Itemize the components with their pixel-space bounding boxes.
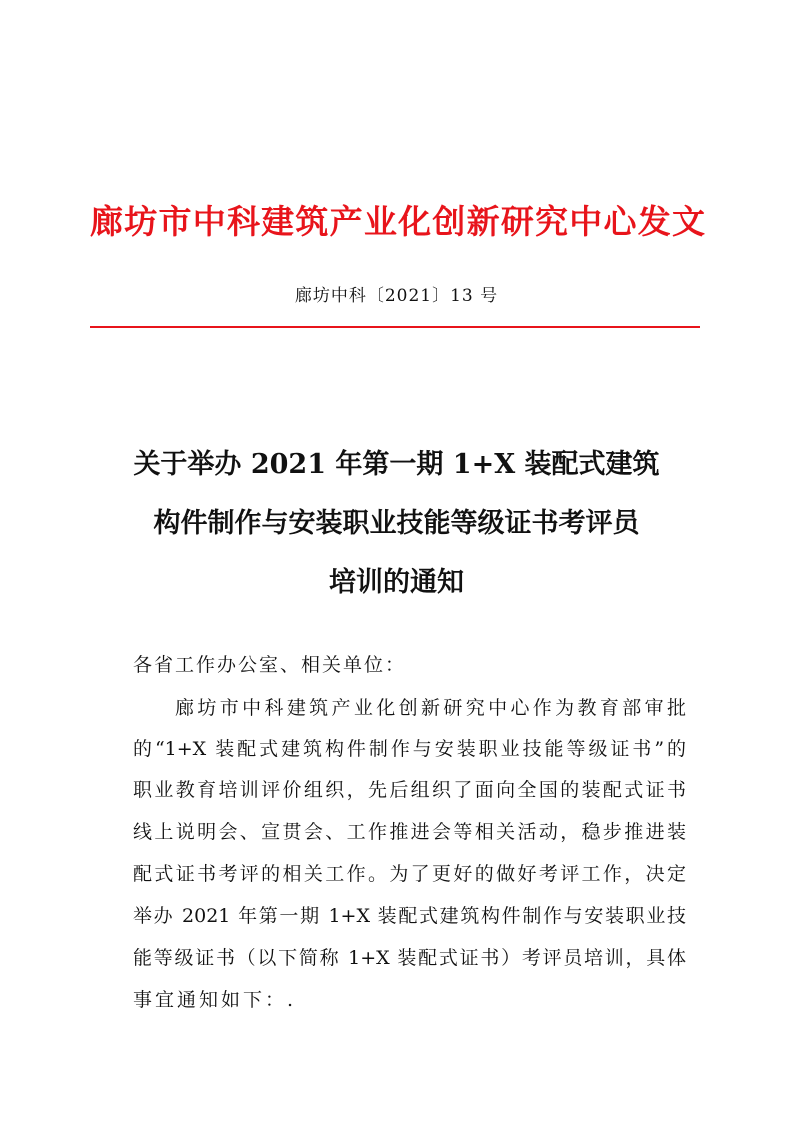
body-line: 职业教育培训评价组织，先后组织了面向全国的装配式证书 — [133, 779, 686, 801]
body-line: 事宜通知如下：. — [133, 989, 297, 1011]
body-line: 配式证书考评的相关工作。为了更好的做好考评工作，决定 — [133, 863, 686, 885]
body-line: 能等级证书（以下简称 1+X 装配式证书）考评员培训，具体 — [133, 947, 686, 969]
notice-title-line-1: 关于举办 2021 年第一期 1+X 装配式建筑 — [133, 449, 660, 480]
notice-title-line-2: 构件制作与安装职业技能等级证书考评员 — [153, 508, 640, 539]
body-line: 举办 2021 年第一期 1+X 装配式建筑构件制作与安装职业技 — [133, 905, 686, 927]
body-line: 的“1+X 装配式建筑构件制作与安装职业技能等级证书”的 — [133, 738, 686, 760]
red-divider — [90, 326, 700, 328]
body-line: 线上说明会、宣贯会、工作推进会等相关活动，稳步推进装 — [133, 821, 686, 843]
body-line: 廊坊市中科建筑产业化创新研究中心作为教育部审批 — [175, 697, 686, 719]
issuing-org-title: 廊坊市中科建筑产业化创新研究中心发文 — [90, 202, 705, 241]
document-number: 廊坊中科〔2021〕13 号 — [294, 286, 499, 306]
notice-title-line-3: 培训的通知 — [329, 567, 464, 598]
salutation: 各省工作办公室、相关单位： — [133, 654, 407, 676]
